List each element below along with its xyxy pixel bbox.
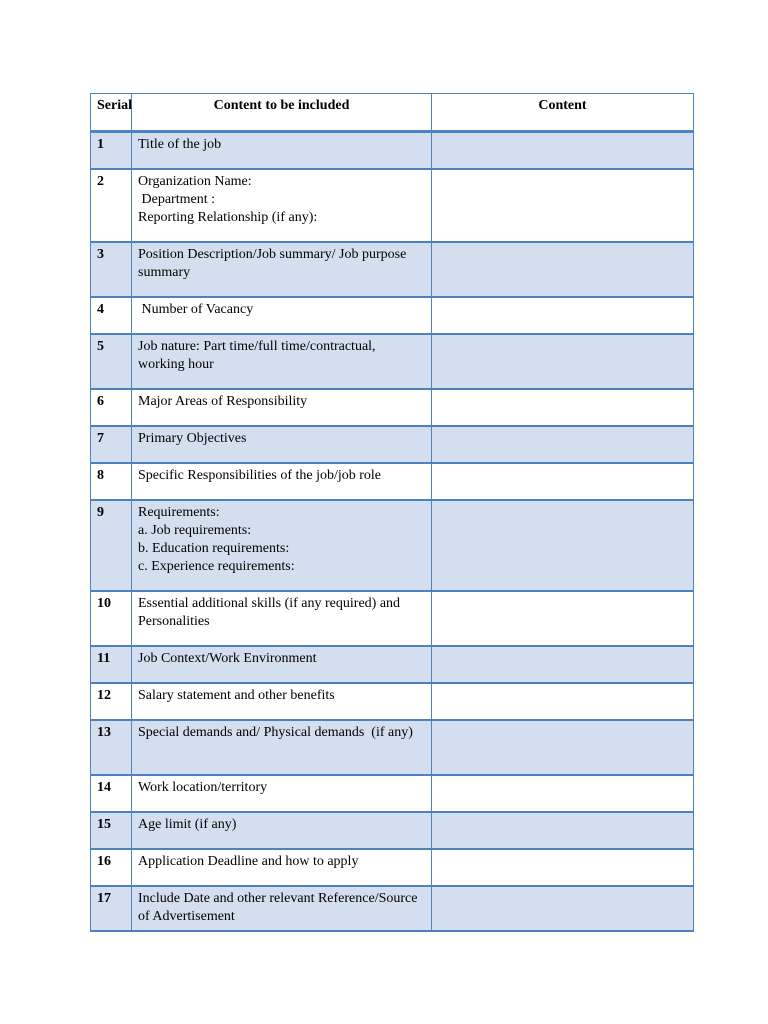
content-to-include-cell [132, 886, 432, 931]
serial-number-cell: 9 [91, 500, 132, 591]
content-line: Organization Name: [138, 173, 252, 189]
content-cell[interactable] [432, 242, 694, 297]
table-row [91, 389, 694, 426]
serial-number-cell: 5 [91, 334, 132, 389]
table-row [91, 683, 694, 720]
serial-number-cell: 14 [91, 775, 132, 812]
content-line: Department : [138, 191, 215, 207]
content-line: Major Areas of Responsibility [138, 393, 308, 409]
table-row [91, 463, 694, 500]
content-to-include-cell [132, 132, 432, 169]
content-cell[interactable] [432, 389, 694, 426]
serial-number-cell: 2 [91, 169, 132, 242]
serial-number-cell: 16 [91, 849, 132, 886]
content-cell[interactable] [432, 591, 694, 646]
serial-number-cell: 13 [91, 720, 132, 775]
header-content-to-be-included: Content to be included [132, 94, 432, 132]
content-line: Number of Vacancy [138, 301, 254, 317]
content-line: Special demands and/ Physical demands (if any) [138, 724, 413, 740]
content-line: Salary statement and other benefits [138, 687, 335, 703]
content-to-include-cell [132, 463, 432, 500]
header-content: Content [432, 94, 694, 132]
content-line: Application Deadline and how to apply [138, 853, 359, 869]
content-cell[interactable] [432, 720, 694, 775]
table-row [91, 591, 694, 646]
content-to-include-cell [132, 720, 432, 775]
content-to-include-cell [132, 591, 432, 646]
content-line: Title of the job [138, 137, 222, 152]
content-to-include-cell [132, 334, 432, 389]
table-row [91, 775, 694, 812]
content-cell[interactable] [432, 463, 694, 500]
content-line: Job Context/Work Environment [138, 650, 317, 666]
serial-number-cell: 10 [91, 591, 132, 646]
table-row [91, 500, 694, 591]
content-line: Position Description/Job summary/ Job purpose summary [138, 246, 410, 280]
content-cell[interactable] [432, 812, 694, 849]
serial-number-cell: 4 [91, 297, 132, 334]
content-line: Age limit (if any) [138, 816, 237, 832]
content-to-include-cell [132, 812, 432, 849]
content-cell[interactable] [432, 886, 694, 931]
serial-number-cell: 6 [91, 389, 132, 426]
content-to-include-cell [132, 500, 432, 591]
content-line: b. Education requirements: [138, 540, 290, 556]
serial-number-cell: 8 [91, 463, 132, 500]
content-cell[interactable] [432, 334, 694, 389]
content-line: a. Job requirements: [138, 522, 252, 538]
table-row [91, 169, 694, 242]
serial-number-cell: 15 [91, 812, 132, 849]
serial-number-cell: 1 [91, 132, 132, 169]
serial-number-cell: 3 [91, 242, 132, 297]
table-row [91, 132, 694, 169]
serial-number-cell: 11 [91, 646, 132, 683]
content-cell[interactable] [432, 849, 694, 886]
content-to-include-cell [132, 297, 432, 334]
content-to-include-cell [132, 646, 432, 683]
content-to-include-cell [132, 849, 432, 886]
content-cell[interactable] [432, 132, 694, 169]
content-line: Requirements: [138, 504, 220, 520]
table-header-row [91, 94, 694, 132]
content-to-include-cell [132, 683, 432, 720]
table-row [91, 849, 694, 886]
content-to-include-cell [132, 242, 432, 297]
content-to-include-cell [132, 169, 432, 242]
content-line: Essential additional skills (if any required) and Personalities [138, 595, 404, 629]
content-to-include-cell [132, 775, 432, 812]
content-line: Primary Objectives [138, 430, 247, 446]
content-line: Include Date and other relevant Reference/Source of Advertisement [138, 890, 421, 924]
content-cell[interactable] [432, 297, 694, 334]
serial-number-cell: 7 [91, 426, 132, 463]
content-cell[interactable] [432, 683, 694, 720]
table-row [91, 720, 694, 775]
table-row [91, 812, 694, 849]
content-cell[interactable] [432, 169, 694, 242]
table-row [91, 886, 694, 931]
table-row [91, 646, 694, 683]
table-row [91, 426, 694, 463]
content-cell[interactable] [432, 500, 694, 591]
content-line: c. Experience requirements: [138, 558, 295, 574]
content-line: Work location/territory [138, 779, 268, 795]
content-cell[interactable] [432, 775, 694, 812]
content-to-include-cell [132, 426, 432, 463]
job-description-table [90, 93, 694, 932]
content-line: Job nature: Part time/full time/contractual, working hour [138, 338, 380, 372]
serial-number-cell: 17 [91, 886, 132, 931]
content-cell[interactable] [432, 646, 694, 683]
table-row [91, 297, 694, 334]
table-row [91, 334, 694, 389]
table-row [91, 242, 694, 297]
content-to-include-cell [132, 389, 432, 426]
header-serial: Serial [91, 94, 132, 132]
serial-number-cell: 12 [91, 683, 132, 720]
content-line: Specific Responsibilities of the job/job role [138, 467, 382, 483]
content-line: Reporting Relationship (if any): [138, 209, 318, 225]
content-cell[interactable] [432, 426, 694, 463]
